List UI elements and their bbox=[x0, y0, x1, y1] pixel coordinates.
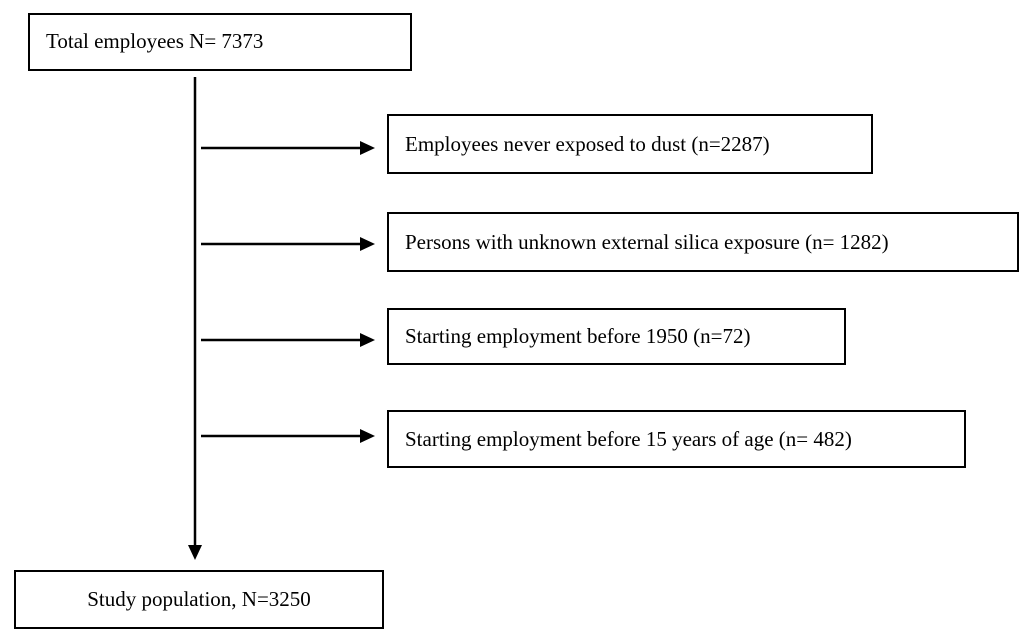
exclusion-arrowhead-4 bbox=[360, 429, 375, 443]
study-population-label: Study population, N=3250 bbox=[87, 587, 311, 611]
exclusion-arrowhead-1 bbox=[360, 141, 375, 155]
study-population-box bbox=[14, 570, 384, 629]
exclusion-label-never-exposed: Employees never exposed to dust (n=2287) bbox=[405, 131, 770, 156]
exclusion-box-before-1950 bbox=[387, 308, 846, 365]
total-employees-box bbox=[28, 13, 412, 71]
exclusion-label-unknown-exposure: Persons with unknown external silica exposure (n= 1282) bbox=[405, 229, 889, 254]
exclusion-arrowhead-2 bbox=[360, 237, 375, 251]
exclusion-arrowhead-3 bbox=[360, 333, 375, 347]
exclusion-label-before-1950: Starting employment before 1950 (n=72) bbox=[405, 324, 751, 348]
total-employees-label: Total employees N= 7373 bbox=[46, 28, 264, 53]
exclusion-box-unknown-exposure bbox=[387, 212, 1019, 272]
main-vertical-arrowhead bbox=[188, 545, 202, 560]
exclusion-box-never-exposed bbox=[387, 114, 873, 174]
exclusion-label-under-15: Starting employment before 15 years of age (n= 482) bbox=[405, 426, 852, 451]
exclusion-box-under-15 bbox=[387, 410, 966, 468]
